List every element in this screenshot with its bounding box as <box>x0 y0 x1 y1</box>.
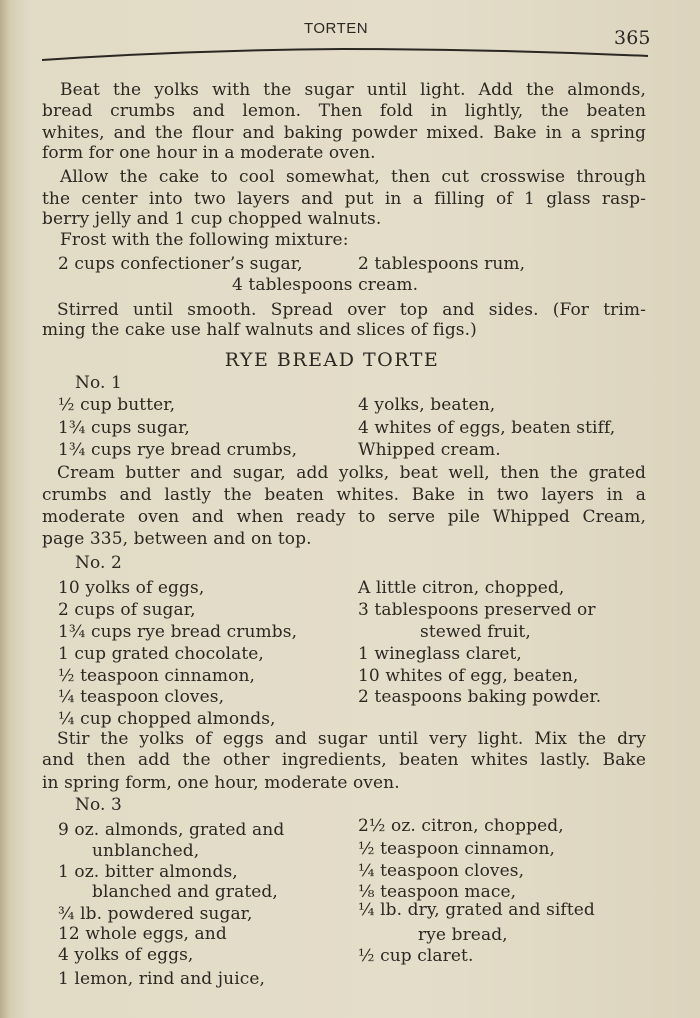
ingredient: 2½ oz. citron, chopped, <box>358 816 564 836</box>
text-line: bread crumbs and lemon. Then fold in lightly, the beaten <box>42 101 646 121</box>
ingredient: 4 whites of eggs, beaten stiff, <box>358 418 616 438</box>
page-number: 365 <box>614 27 651 49</box>
ingredient: 2 cups of sugar, <box>58 600 196 620</box>
header-rule <box>42 46 648 66</box>
running-header: TORTEN <box>304 20 369 37</box>
variant-label: No. 2 <box>75 553 122 573</box>
ingredient: Whipped cream. <box>358 440 501 460</box>
ingredient: 9 oz. almonds, grated and <box>58 820 285 840</box>
text-line: page 335, between and on top. <box>42 529 312 549</box>
ingredient: unblanched, <box>92 841 200 861</box>
ingredient: ⅛ teaspoon mace, <box>358 882 517 902</box>
ingredient: ½ teaspoon cinnamon, <box>358 839 556 859</box>
ingredient: 10 yolks of eggs, <box>58 578 205 598</box>
ingredient: ½ cup butter, <box>58 395 176 415</box>
ingredient: ½ cup claret. <box>358 946 474 966</box>
ingredient: 4 yolks of eggs, <box>58 945 194 965</box>
ingredient: ¼ cup chopped almonds, <box>58 709 276 729</box>
text-line: Beat the yolks with the sugar until light. Add the almonds, <box>60 80 646 100</box>
ingredient: A little citron, chopped, <box>358 578 565 598</box>
text-line: ming the cake use half walnuts and slices of figs.) <box>42 320 477 340</box>
variant-label: No. 1 <box>75 373 122 393</box>
text-line: moderate oven and when ready to serve pile Whipped Cream, <box>42 507 646 527</box>
ingredient: ¾ lb. powdered sugar, <box>58 904 253 924</box>
ingredient: 1¾ cups rye bread crumbs, <box>58 622 298 642</box>
text-line: crumbs and lastly the beaten whites. Bake in two layers in a <box>42 485 646 505</box>
ingredient: 12 whole eggs, and <box>58 924 227 944</box>
ingredient: ¼ teaspoon cloves, <box>358 861 525 881</box>
ingredient: 1 cup grated chocolate, <box>58 644 264 664</box>
ingredient: ¼ lb. dry, grated and sifted <box>358 900 595 920</box>
ingredient: 10 whites of egg, beaten, <box>358 666 579 686</box>
ingredient: 1¾ cups rye bread crumbs, <box>58 440 298 460</box>
ingredient: 1 lemon, rind and juice, <box>58 969 266 989</box>
ingredient: ½ teaspoon cinnamon, <box>58 666 256 686</box>
text-line: and then add the other ingredients, beaten whites lastly. Bake <box>42 750 646 770</box>
ingredient: 3 tablespoons preserved or <box>358 600 596 620</box>
text-line: Cream butter and sugar, add yolks, beat well, then the grated <box>57 463 646 483</box>
ingredient: 2 cups confectioner’s sugar, <box>58 254 303 274</box>
ingredient: 2 teaspoons baking powder. <box>358 687 602 707</box>
ingredient: 1 oz. bitter almonds, <box>58 862 238 882</box>
text-line: form for one hour in a moderate oven. <box>42 143 376 163</box>
text-line: Stirred until smooth. Spread over top and sides. (For trim- <box>57 300 646 320</box>
text-line: whites, and the flour and baking powder mixed. Bake in a spring <box>42 123 646 143</box>
recipe-title: RYE BREAD TORTE <box>224 349 440 371</box>
ingredient: 1¾ cups sugar, <box>58 418 190 438</box>
text-line: berry jelly and 1 cup chopped walnuts. <box>42 209 382 229</box>
ingredient: ¼ teaspoon cloves, <box>58 687 225 707</box>
text-line: Stir the yolks of eggs and sugar until very light. Mix the dry <box>57 729 646 749</box>
ingredient: blanched and grated, <box>92 882 278 902</box>
text-line: in spring form, one hour, moderate oven. <box>42 773 400 793</box>
ingredient: 4 tablespoons cream. <box>232 275 419 295</box>
variant-label: No. 3 <box>75 795 122 815</box>
ingredient: 4 yolks, beaten, <box>358 395 496 415</box>
text-line: Allow the cake to cool somewhat, then cut crosswise through <box>60 167 646 187</box>
text-line: Frost with the following mixture: <box>60 230 349 250</box>
text-line: the center into two layers and put in a filling of 1 glass rasp- <box>42 189 646 209</box>
ingredient: stewed fruit, <box>420 622 531 642</box>
ingredient: rye bread, <box>418 925 508 945</box>
ingredient: 2 tablespoons rum, <box>358 254 526 274</box>
ingredient: 1 wineglass claret, <box>358 644 522 664</box>
